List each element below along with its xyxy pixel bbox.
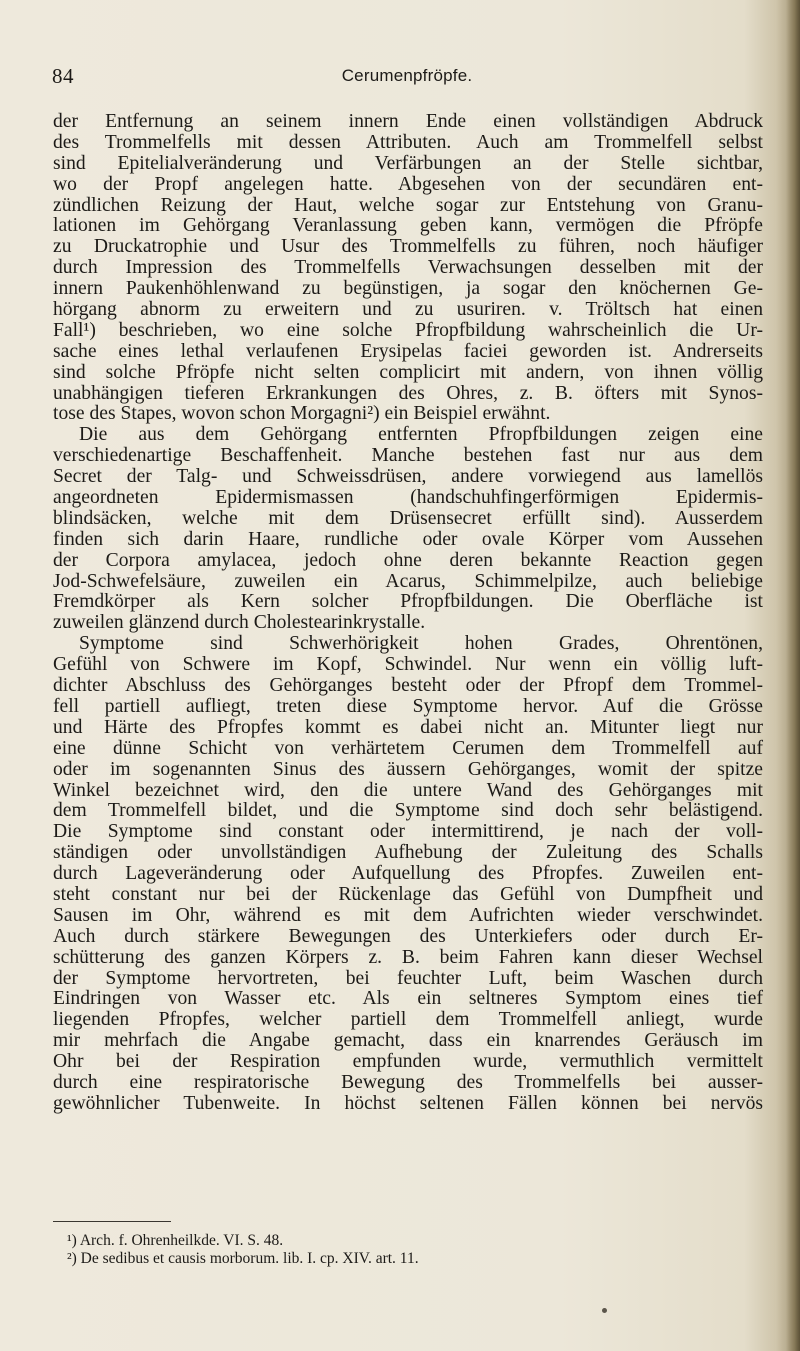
- text-line: Ohr bei der Respiration empfunden wurde, vermuthlich vermittelt: [53, 1051, 763, 1073]
- text-line: steht constant nur bei der Rückenlage das Gefühl von Dumpfheit und: [53, 883, 763, 905]
- text-line: und Härte des Pfropfes kommt es dabei nicht an. Mitunter liegt nur: [53, 716, 763, 738]
- text-line: Jod-Schwefelsäure, zuweilen ein Acarus, Schimmelpilze, auch beliebige: [53, 570, 763, 592]
- text-line: eine dünne Schicht von verhärtetem Cerumen dem Trommelfell auf: [53, 737, 763, 759]
- text-line: dichter Abschluss des Gehörganges besteht oder der Pfropf dem Trommel-: [53, 675, 763, 697]
- text-line: zu Druckatrophie und Usur des Trommelfells zu führen, noch häufiger: [53, 236, 763, 258]
- text-line: Secret der Talg- und Schweissdrüsen, andere vorwiegend aus lamellös: [53, 466, 763, 488]
- text-line: tose des Stapes, wovon schon Morgagni²) ein Beispiel erwähnt.: [53, 403, 551, 425]
- text-line: Winkel bezeichnet wird, den die untere Wand des Gehörganges mit: [53, 779, 763, 801]
- text-line: schütterung des ganzen Körpers z. B. beim Fahren kann dieser Wechsel: [53, 946, 763, 968]
- text-line: Die aus dem Gehörgang entfernten Pfropfbildungen zeigen eine: [79, 424, 763, 446]
- text-line: wo der Propf angelegen hatte. Abgesehen von der secundären ent-: [53, 173, 763, 195]
- text-line: Die Symptome sind constant oder intermittirend, je nach der voll-: [53, 821, 763, 843]
- text-line: Auch durch stärkere Bewegungen des Unterkiefers oder durch Er-: [53, 925, 763, 947]
- text-line: durch Lageveränderung oder Aufquellung des Pfropfes. Zuweilen ent-: [53, 863, 763, 885]
- text-line: innern Paukenhöhlenwand zu begünstigen, ja sogar den knöchernen Ge-: [53, 278, 763, 300]
- text-line: Sausen im Ohr, während es mit dem Aufrichten wieder verschwindet.: [53, 904, 763, 926]
- text-line: Fremdkörper als Kern solcher Pfropfbildungen. Die Oberfläche ist: [53, 591, 763, 613]
- text-line: sind solche Pfröpfe nicht selten complicirt mit andern, von ihnen völlig: [53, 361, 763, 383]
- page-number: 84: [52, 64, 74, 88]
- text-line: hörgang abnorm zu erweitern und zu usuriren. v. Tröltsch hat einen: [53, 299, 763, 321]
- text-line: des Trommelfells mit dessen Attributen. Auch am Trommelfell selbst: [53, 131, 763, 153]
- page-edge-shadow: [786, 0, 800, 1351]
- text-line: sind Epitelialveränderung und Verfärbungen an der Stelle sichtbar,: [53, 152, 763, 174]
- text-line: liegenden Pfropfes, welcher partiell dem Trommelfell anliegt, wurde: [53, 1009, 763, 1031]
- text-line: sache eines lethal verlaufenen Erysipelas faciei geworden ist. Andrerseits: [53, 340, 763, 362]
- footnotes: [67, 1232, 757, 1268]
- text-line: finden sich darin Haare, rundliche oder ovale Körper vom Aussehen: [53, 528, 763, 550]
- body-text: [53, 112, 763, 1115]
- text-line: oder im sogenannten Sinus des äussern Gehörganges, womit der spitze: [53, 758, 763, 780]
- text-line: der Corpora amylacea, jedoch ohne deren bekannte Reaction gegen: [53, 549, 763, 571]
- text-line: ständigen oder unvollständigen Aufhebung der Zuleitung des Schalls: [53, 842, 763, 864]
- footnote-2: ²) De sedibus et causis morborum. lib. I. cp. XIV. art. 11.: [67, 1250, 419, 1267]
- text-line: durch Impression des Trommelfells Verwachsungen desselben mit der: [53, 257, 763, 279]
- text-line: dem Trommelfell bildet, und die Symptome sind doch sehr belästigend.: [53, 800, 763, 822]
- text-line: verschiedenartige Beschaffenheit. Manche bestehen fast nur aus dem: [53, 445, 763, 467]
- ink-speck: [602, 1308, 607, 1313]
- text-line: der Symptome hervortreten, bei feuchter Luft, beim Waschen durch: [53, 967, 763, 989]
- text-line: Eindringen von Wasser etc. Als ein seltneres Symptom eines tief: [53, 988, 763, 1010]
- running-head: Cerumenpfröpfe.: [341, 66, 473, 85]
- text-line: lationen im Gehörgang Veranlassung geben kann, vermögen die Pfröpfe: [53, 215, 763, 237]
- text-line: zuweilen glänzend durch Cholestearinkrystalle.: [53, 612, 426, 634]
- text-line: unabhängigen tieferen Erkrankungen des Ohres, z. B. öfters mit Synos-: [53, 382, 763, 404]
- text-line: gewöhnlicher Tubenweite. In höchst seltenen Fällen können bei nervös: [53, 1092, 763, 1114]
- text-line: fell partiell aufliegt, treten diese Symptome hervor. Auf die Grösse: [53, 695, 763, 717]
- text-line: Fall¹) beschrieben, wo eine solche Pfropfbildung wahrscheinlich die Ur-: [53, 319, 763, 341]
- footnote-1: ¹) Arch. f. Ohrenheilkde. VI. S. 48.: [67, 1232, 284, 1249]
- text-line: angeordneten Epidermismassen (handschuhfingerförmigen Epidermis-: [53, 487, 763, 509]
- text-line: Symptome sind Schwerhörigkeit hohen Grades, Ohrentönen,: [79, 633, 763, 655]
- text-line: blindsäcken, welche mit dem Drüsensecret erfüllt sind). Ausserdem: [53, 507, 763, 529]
- text-line: der Entfernung an seinem innern Ende einen vollständigen Abdruck: [53, 111, 763, 132]
- text-line: durch eine respiratorische Bewegung des Trommelfells bei ausser-: [53, 1071, 763, 1093]
- text-line: Gefühl von Schwere im Kopf, Schwindel. Nur wenn ein völlig luft-: [53, 654, 763, 676]
- footnote-divider: [53, 1221, 171, 1222]
- text-line: zündlichen Reizung der Haut, welche sogar zur Entstehung von Granu-: [53, 194, 763, 216]
- text-line: mir mehrfach die Angabe gemacht, dass ein knarrendes Geräusch im: [53, 1030, 763, 1052]
- page-header: [52, 64, 762, 92]
